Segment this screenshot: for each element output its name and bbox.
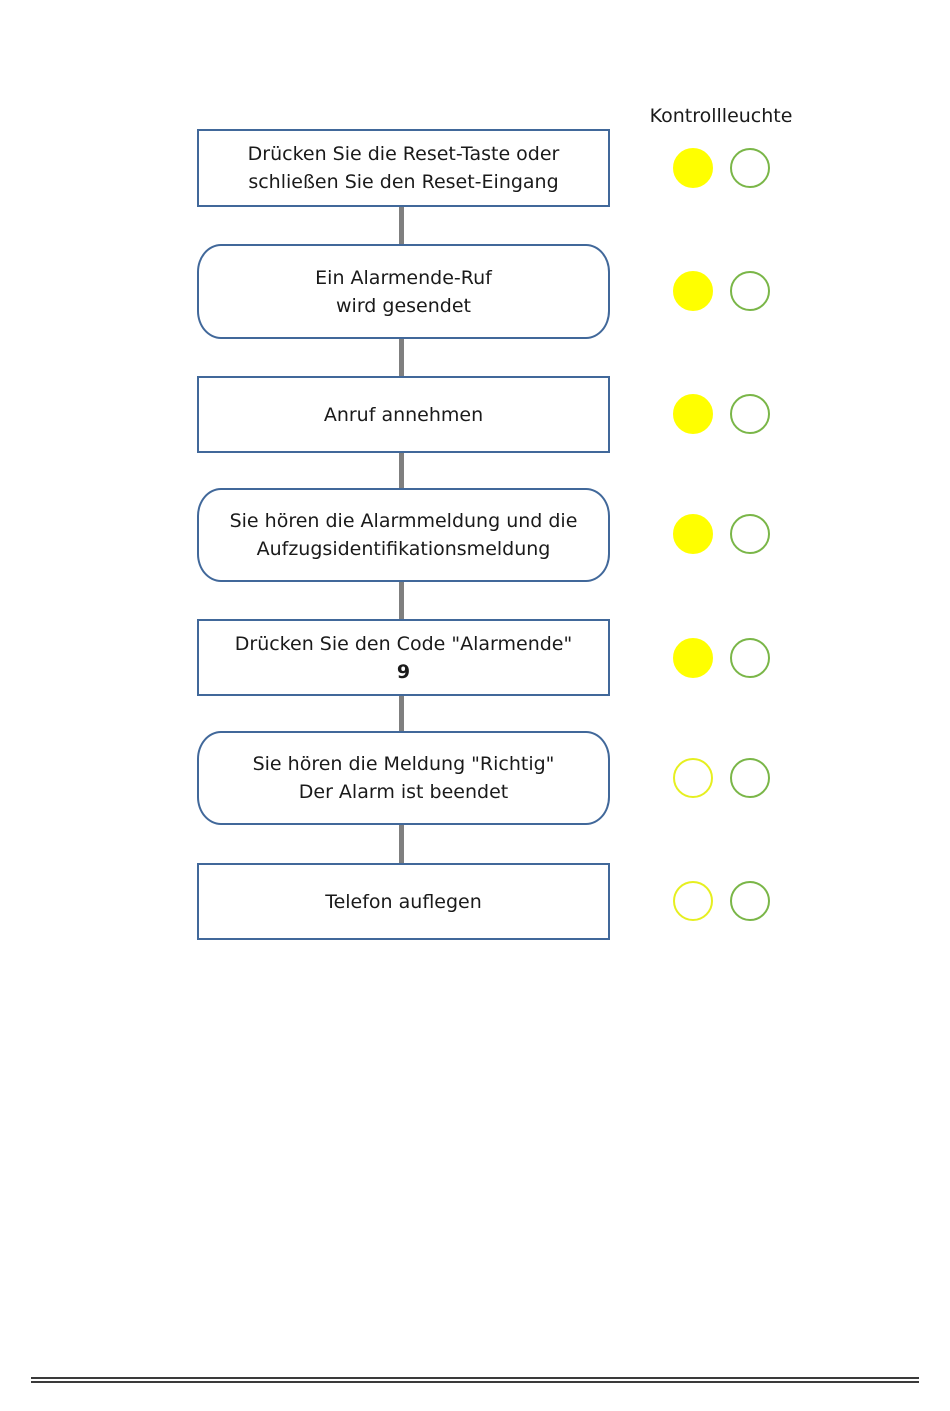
yellow-lamp-icon: [673, 148, 713, 188]
connector-1-2: [399, 207, 404, 244]
step-press-reset: [197, 129, 610, 207]
step-text-line: wird gesendet: [336, 294, 471, 317]
green-lamp-icon: [730, 394, 770, 434]
step-text-line: Anruf annehmen: [323, 403, 484, 426]
green-lamp-icon: [730, 638, 770, 678]
step-text-line: Drücken Sie die Reset-Taste oder: [247, 143, 560, 165]
green-lamp-icon: [730, 881, 770, 921]
connector-3-4: [399, 453, 404, 488]
green-lamp-icon: [730, 758, 770, 798]
step-text-line: Sie hören die Alarmmeldung und die: [229, 510, 578, 532]
yellow-lamp-icon: [673, 394, 713, 434]
footer-rule-bottom: [31, 1381, 919, 1383]
indicator-heading: Kontrollleuchte: [649, 105, 793, 127]
yellow-lamp-icon: [673, 271, 713, 311]
yellow-lamp-icon: [673, 638, 713, 678]
step-alarm-end-call-sent: [197, 244, 610, 339]
step-answer-call: [197, 376, 610, 453]
step-text-line: Der Alarm ist beendet: [298, 781, 509, 803]
connector-6-7: [399, 825, 404, 863]
green-lamp-icon: [730, 514, 770, 554]
step-text-line: Telefon auflegen: [325, 890, 482, 913]
step-text-line: Drücken Sie den Code "Alarmende": [234, 632, 573, 655]
yellow-lamp-icon: [673, 514, 713, 554]
step-hear-alarm-message: [197, 488, 610, 582]
green-lamp-icon: [730, 271, 770, 311]
yellow-lamp-icon: [673, 881, 713, 921]
step-hear-confirmation: [197, 731, 610, 825]
step-hang-up: [197, 863, 610, 940]
yellow-lamp-icon: [673, 758, 713, 798]
connector-4-5: [399, 582, 404, 619]
step-text-line: schließen Sie den Reset-Eingang: [248, 171, 559, 193]
connector-2-3: [399, 339, 404, 376]
footer-rule-top: [31, 1377, 919, 1379]
step-text-line: Aufzugsidentifikationsmeldung: [256, 538, 551, 560]
step-text-line: Ein Alarmende-Ruf: [315, 266, 492, 289]
green-lamp-icon: [730, 148, 770, 188]
connector-5-6: [399, 696, 404, 731]
step-code: 9: [396, 660, 411, 683]
step-enter-alarm-end-code: [197, 619, 610, 696]
step-text-line: Sie hören die Meldung "Richtig": [252, 753, 555, 775]
